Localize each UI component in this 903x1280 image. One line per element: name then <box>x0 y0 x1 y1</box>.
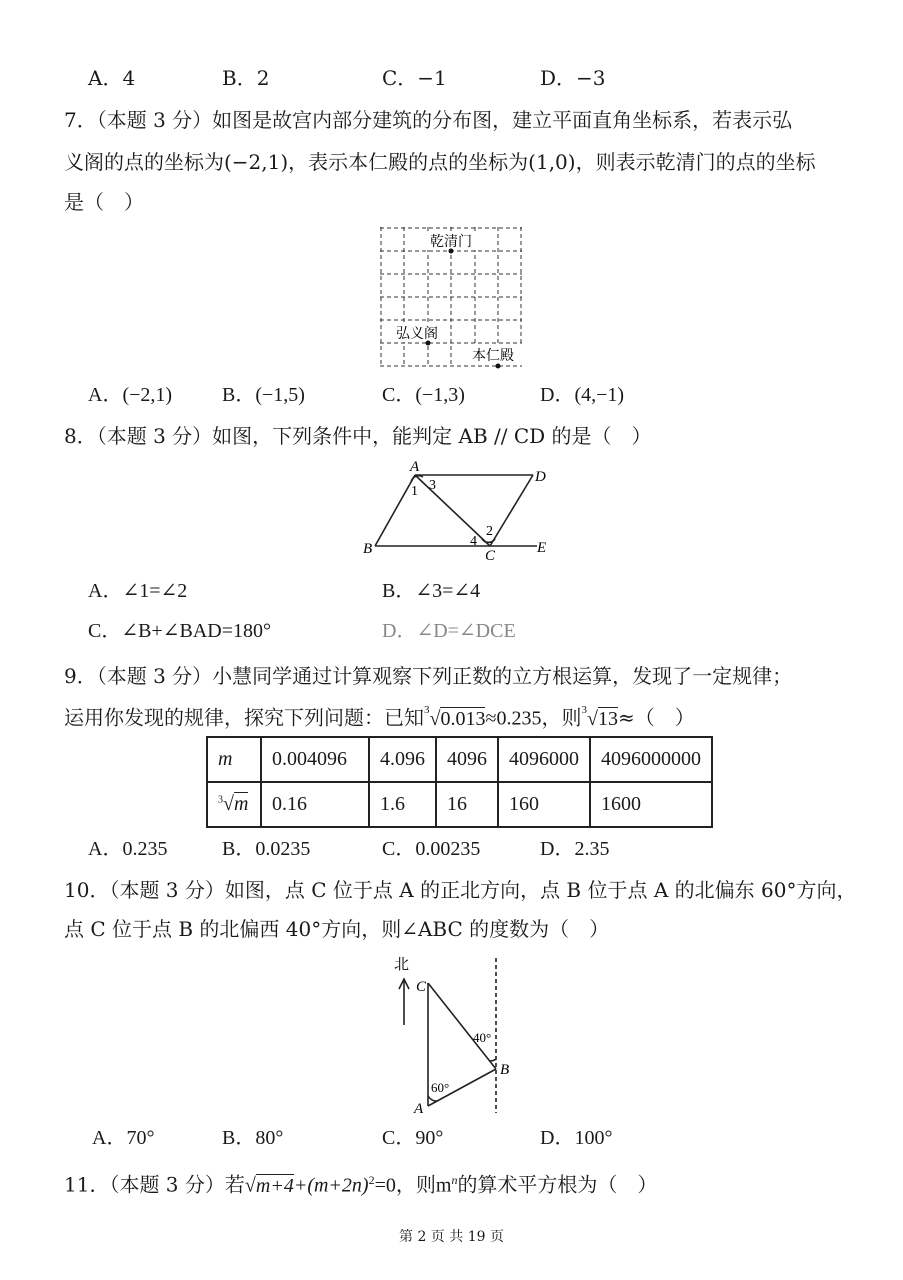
q7-option-a: A．(−2,1) <box>88 384 173 406</box>
q9-line2-post: ≈（ ） <box>617 705 695 730</box>
q8-option-a: A．∠1=∠2 <box>88 580 188 602</box>
q9-option-c: C．0.00235 <box>382 838 481 860</box>
q7-label-benrendian: 本仁殿 <box>472 349 514 364</box>
q10-option-b: B．80° <box>222 1127 284 1149</box>
q6-option-c: C．−1 <box>382 66 447 90</box>
table-cell: 1600 <box>590 782 712 827</box>
q10-angle-40: 40° <box>473 1030 492 1045</box>
q10-line2: 点 C 位于点 B 的北偏西 40°方向，则∠ABC 的度数为（ ） <box>64 917 610 941</box>
q7-option-d: D．(4,−1) <box>540 384 625 406</box>
q9-option-b: B．0.0235 <box>222 838 311 860</box>
q10-north-label: 北 <box>394 957 410 973</box>
q9-line2 <box>64 700 695 733</box>
q10-label-b: B <box>500 1062 510 1078</box>
q6-option-a: A．4 <box>88 66 136 90</box>
q9-cuberoot-2: $^3$√13 <box>581 704 618 730</box>
q8-angle-2: 2 <box>486 524 493 539</box>
q8-label-e: E <box>537 540 547 556</box>
q9-option-d: D．2.35 <box>540 838 610 860</box>
q7-line1: 7．（本题 3 分）如图是故宫内部分建筑的分布图，建立平面直角坐标系，若表示弘 <box>64 108 793 132</box>
table-cell: 4096000000 <box>590 737 712 782</box>
q9-line1: 9．（本题 3 分）小慧同学通过计算观察下列正数的立方根运算，发现了一定规律； <box>64 664 793 688</box>
page-footer: 第 2 页 共 19 页 <box>399 1229 504 1245</box>
table-cell: 4096 <box>436 737 498 782</box>
q7-label-qianqingmen: 乾清门 <box>430 235 472 250</box>
q7-label-hongyige: 弘义阁 <box>396 327 438 342</box>
q9-cuberoot-1: $^3$√0.013 <box>424 704 486 730</box>
q8-parallelogram-figure <box>355 455 555 563</box>
q10-line1: 10．（本题 3 分）如图，点 C 位于点 A 的正北方向，点 B 位于点 A 的北偏东 60°方向， <box>64 878 857 902</box>
q7-line2: 义阁的点的坐标为(−2,1)，表示本仁殿的点的坐标为(1,0)，则表示乾清门的点的坐标 <box>64 150 816 174</box>
q8-option-c: C．∠B+∠BAD=180° <box>88 620 271 642</box>
q8-angle-1: 1 <box>411 484 418 499</box>
q9-option-a: A．0.235 <box>88 838 168 860</box>
q7-grid-figure <box>378 225 526 370</box>
table-cell: 1.6 <box>369 782 436 827</box>
q8-option-d: D．∠D=∠DCE <box>382 620 516 642</box>
q11-sqrt: √m+4 <box>244 1174 294 1197</box>
table-cell: 4096000 <box>498 737 590 782</box>
q10-option-a: A．70° <box>92 1127 155 1149</box>
q11-sup2: n <box>451 1173 458 1187</box>
q8-label-d: D <box>535 469 546 485</box>
q10-label-a: A <box>414 1101 424 1117</box>
q11-post2: 的算术平方根为（ ） <box>457 1172 658 1197</box>
q9-table <box>206 736 713 828</box>
q6-option-b: B．2 <box>222 66 270 90</box>
table-cell: 0.16 <box>261 782 369 827</box>
table-cell: 160 <box>498 782 590 827</box>
q7-option-c: C．(−1,3) <box>382 384 465 406</box>
table-row <box>207 782 712 827</box>
q8-angle-4: 4 <box>470 534 477 549</box>
q11-post1: =0，则m <box>374 1174 452 1197</box>
q10-angle-60: 60° <box>431 1080 450 1095</box>
table-cell: $^3$√m <box>207 782 261 827</box>
table-cell: 0.004096 <box>261 737 369 782</box>
q10-direction-figure <box>390 953 520 1118</box>
q9-line2-mid: ≈0.235，则 <box>485 707 582 730</box>
table-cell: 4.096 <box>369 737 436 782</box>
table-cell: m <box>207 737 261 782</box>
q10-option-d: D．100° <box>540 1127 613 1149</box>
q8-option-b: B．∠3=∠4 <box>382 580 481 602</box>
q6-option-d: D．−3 <box>540 66 606 90</box>
q8-angle-3: 3 <box>429 478 436 493</box>
table-cell: 16 <box>436 782 498 827</box>
q11-mid: +(m+2n) <box>293 1174 369 1197</box>
q8-label-c: C <box>485 548 496 563</box>
q11-sup: 2 <box>368 1173 375 1187</box>
q11-line <box>64 1166 657 1200</box>
q8-label-a: A <box>410 459 420 475</box>
q7-point-benrendian <box>496 364 501 369</box>
q8-line1: 8．（本题 3 分）如图，下列条件中，能判定 AB // CD 的是（ ） <box>64 424 652 448</box>
q9-line2-pre: 运用你发现的规律，探究下列问题：已知 <box>64 705 424 730</box>
q7-line3: 是（ ） <box>64 190 144 214</box>
table-row <box>207 737 712 782</box>
q11-pre: 11．（本题 3 分）若 <box>64 1172 245 1197</box>
q7-option-b: B．(−1,5) <box>222 384 305 406</box>
q8-label-b: B <box>363 541 373 557</box>
q10-option-c: C．90° <box>382 1127 444 1149</box>
q10-label-c: C <box>416 979 427 995</box>
